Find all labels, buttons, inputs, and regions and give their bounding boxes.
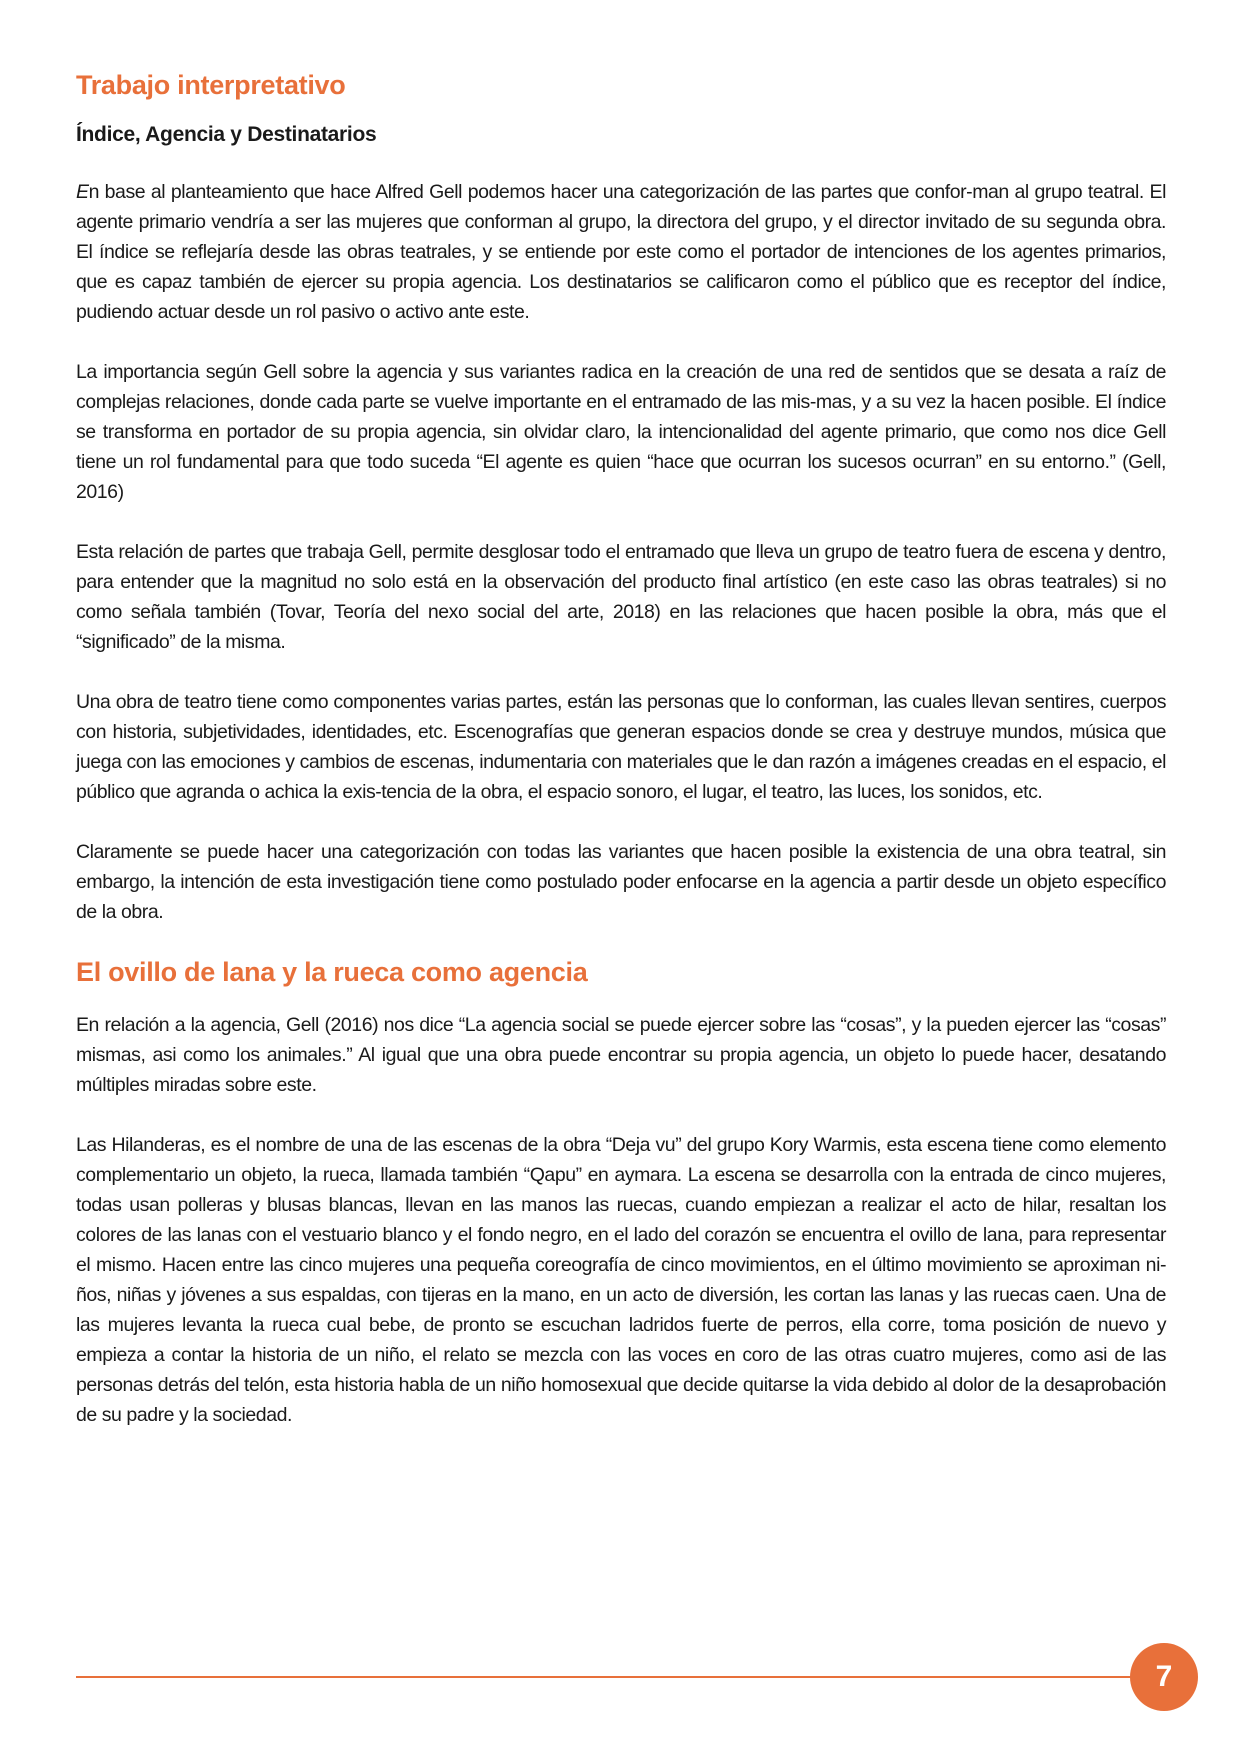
page-number-badge: 7 — [1130, 1643, 1198, 1711]
paragraph-agencia-cosas: En relación a la agencia, Gell (2016) nos dice “La agencia social se puede ejercer sobre las “cosas”, y la pueden ejercer las “cosas” mismas, asi como los animales.” Al igual que una obra puede encontrar su propia agencia, un objeto lo puede hacer, desatando múltiples miradas sobre este. — [76, 1014, 1166, 1096]
subsection-title-indice: Índice, Agencia y Destinatarios — [76, 123, 377, 146]
section-title-trabajo-interpretativo: Trabajo interpretativo — [76, 70, 346, 100]
paragraph-relacion-partes: Esta relación de partes que trabaja Gell, permite desglosar todo el entramado que lleva un grupo de teatro fuera de escena y dentro, para entender que la magnitud no solo está en la observación del producto final artístico (en este caso las obras teatrales) si no como señala también (Tovar, Teoría del nexo social del arte, 2018) en las relaciones que hacen posible la obra, más que el “significado” de la misma. — [76, 541, 1166, 653]
section-title-ovillo-rueca: El ovillo de lana y la rueca como agencia — [76, 957, 588, 987]
footer-divider — [76, 1676, 1134, 1678]
paragraph-las-hilanderas: Las Hilanderas, es el nombre de una de las escenas de la obra “Deja vu” del grupo Kory Warmis, esta escena tiene como elemento complementario un objeto, la rueca, llamada también “Qapu” en aymara. La escena se desarrolla con la entrada de cinco mujeres, todas usan polleras y blusas blancas, llevan en las manos las ruecas, cuando empiezan a realizar el acto de hilar, resaltan los colores de las lanas con el vestuario blanco y el fondo negro, en el lado del corazón se encuentra el ovillo de lana, para representar el mismo. Hacen entre las cinco mujeres una pequeña coreografía de cinco movimientos, en el último movimiento se aproximan ni-ños, niñas y jóvenes a sus espaldas, con tijeras en la mano, en un acto de diversión, les cortan las lanas y las ruecas caen. Una de las mujeres levanta la rueca cual bebe, de pronto se escuchan ladridos fuerte de perros, ella corre, toma posición de nuevo y empieza a contar la historia de un niño, el relato se mezcla con las voces en coro de las otras cuatro mujeres, como asi de las personas detrás del telón, esta historia habla de un niño homosexual que decide quitarse la vida debido al dolor de la desaprobación de su padre y la sociedad. — [76, 1134, 1166, 1426]
paragraph-initial-letter: E — [76, 181, 89, 203]
paragraph-componentes-obra: Una obra de teatro tiene como componentes varias partes, están las personas que lo conforman, las cuales llevan sentires, cuerpos con historia, subjetividades, identidades, etc. Escenografías que generan espacios donde se crea y destruye mundos, música que juega con las emociones y cambios de escenas, indumentaria con materiales que le dan razón a imágenes creadas en el espacio, el público que agranda o achica la exis-tencia de la obra, el espacio sonoro, el lugar, el teatro, las luces, los sonidos, etc. — [76, 691, 1166, 803]
paragraph-gell-categorizacion — [76, 177, 1166, 327]
paragraph-categorizacion-variantes: Claramente se puede hacer una categorización con todas las variantes que hacen posible la existencia de una obra teatral, sin embargo, la intención de esta investigación tiene como postulado poder enfocarse en la agencia a partir desde un objeto específico de la obra. — [76, 841, 1166, 923]
paragraph-text: n base al planteamiento que hace Alfred Gell podemos hacer una categorización de las partes que confor-man al grupo teatral. El agente primario vendría a ser las mujeres que conforman al grupo, la directora del grupo, y el director invitado de su segunda obra. El índice se reflejaría desde las obras teatrales, y se entiende por este como el portador de intenciones de los agentes primarios, que es capaz también de ejercer su propia agencia. Los destinatarios se calificaron como el público que es receptor del índice, pudiendo actuar desde un rol pasivo o activo ante este. — [76, 181, 1166, 323]
page-content — [76, 70, 1166, 1460]
paragraph-importancia-agencia: La importancia según Gell sobre la agencia y sus variantes radica en la creación de una red de sentidos que se desata a raíz de complejas relaciones, donde cada parte se vuelve importante en el entramado de las mis-mas, y a su vez la hacen posible. El índice se transforma en portador de su propia agencia, sin olvidar claro, la intencionalidad del agente primario, que como nos dice Gell tiene un rol fundamental para que todo suceda “El agente es quien “hace que ocurran los sucesos ocurran” en su entorno.” (Gell, 2016) — [76, 361, 1166, 503]
